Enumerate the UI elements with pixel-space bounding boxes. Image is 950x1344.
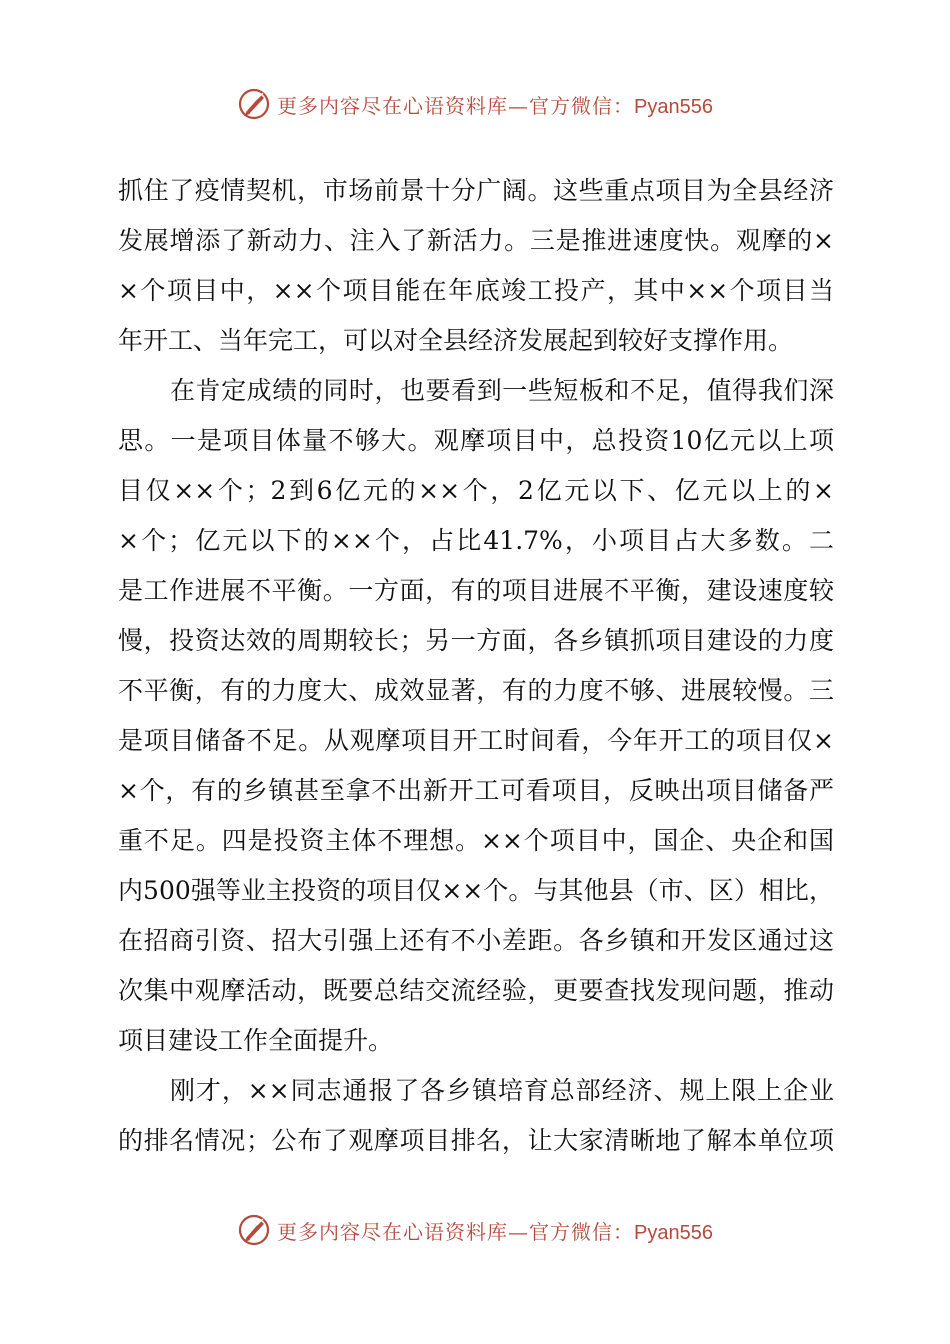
text-line: 是项目储备不足。从观摩项目开工时间看，今年开工的项目仅× — [118, 726, 834, 755]
text-line: 是工作进展不平衡。一方面，有的项目进展不平衡，建设速度较 — [118, 576, 834, 605]
text-line: 思。一是项目体量不够大。观摩项目中，总投资10亿元以上项 — [118, 426, 834, 455]
document-body — [118, 166, 834, 1166]
header-wechat-id: Pyan556 — [634, 95, 713, 118]
text-line: 抓住了疫情契机，市场前景十分广阔。这些重点项目为全县经济 — [118, 176, 834, 205]
text-line: 慢，投资达效的周期较长；另一方面，各乡镇抓项目建设的力度 — [118, 626, 834, 655]
footer-banner — [0, 1210, 950, 1250]
text-line: 内500强等业主投资的项目仅××个。与其他县（市、区）相比， — [118, 876, 834, 905]
text-line: 不平衡，有的力度大、成效显著，有的力度不够、进展较慢。三 — [118, 676, 834, 705]
text-line: 目仅××个；2到6亿元的××个，2亿元以下、亿元以上的× — [118, 476, 834, 505]
header-banner — [0, 84, 950, 124]
text-line: 的排名情况；公布了观摩项目排名，让大家清晰地了解本单位项 — [118, 1126, 834, 1155]
text-line: 次集中观摩活动，既要总结交流经验，更要查找发现问题，推动 — [118, 976, 834, 1005]
paragraph-first-line: 刚才，××同志通报了各乡镇培育总部经济、规上限上企业 — [170, 1076, 834, 1105]
text-line: ×个；亿元以下的××个，占比41.7%，小项目占大多数。二 — [118, 526, 834, 555]
header-banner-text: 更多内容尽在心语资料库—官方微信：Pyan556 — [277, 93, 713, 118]
paragraph-first-line: 在肯定成绩的同时，也要看到一些短板和不足，值得我们深 — [170, 376, 834, 405]
footer-wechat-id: Pyan556 — [634, 1221, 713, 1244]
text-line: ×个项目中，××个项目能在年底竣工投产，其中××个项目当 — [118, 276, 834, 305]
text-line: 在招商引资、招大引强上还有不小差距。各乡镇和开发区通过这 — [118, 926, 834, 955]
text-line: 年开工、当年完工，可以对全县经济发展起到较好支撑作用。 — [118, 326, 794, 355]
text-line: 重不足。四是投资主体不理想。××个项目中，国企、央企和国 — [118, 826, 834, 855]
text-line: 项目建设工作全面提升。 — [118, 1026, 394, 1055]
text-line: 发展增添了新动力、注入了新活力。三是推进速度快。观摩的× — [118, 226, 834, 255]
footer-banner-text: 更多内容尽在心语资料库—官方微信：Pyan556 — [277, 1219, 713, 1244]
pen-quill-logo-icon — [237, 87, 271, 121]
pen-quill-logo-icon — [237, 1213, 271, 1247]
text-line: ×个，有的乡镇甚至拿不出新开工可看项目，反映出项目储备严 — [118, 776, 834, 805]
